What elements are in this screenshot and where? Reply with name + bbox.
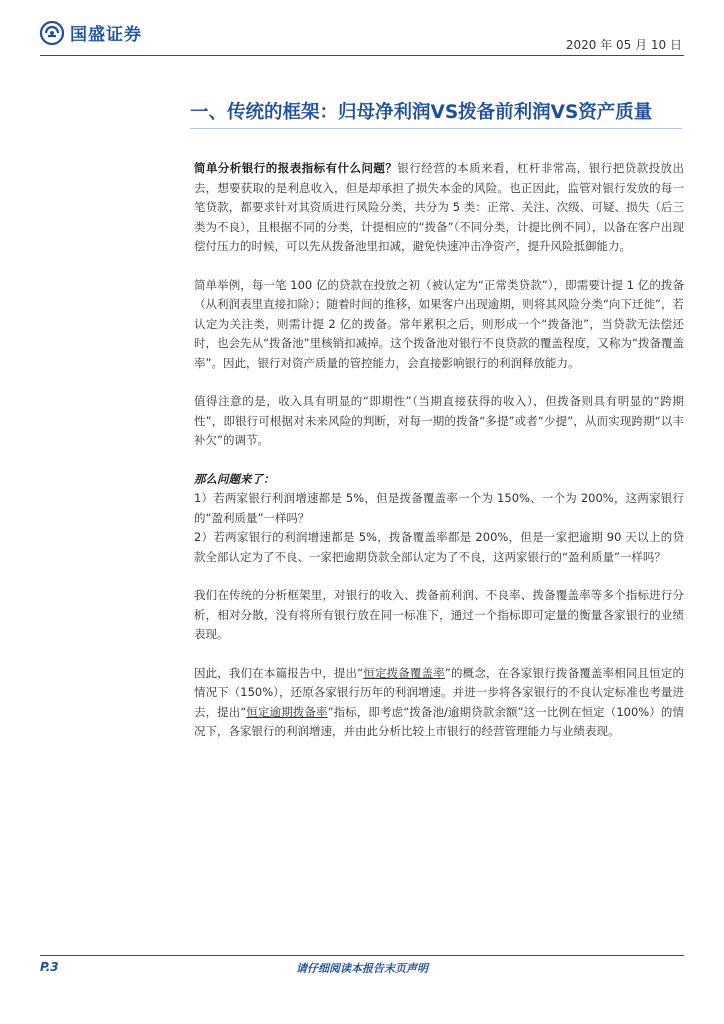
report-date: 2020 年 05 月 10 日 [565,38,682,52]
paragraph-1-lead: 简单分析银行的报表指标有什么问题？ [194,161,398,175]
paragraph-2: 简单举例，每一笔 100 亿的贷款在投放之初（被认定为“正常类贷款”），即需要计提 1 亿的拨备（从利润表里直接扣除）；随着时间的推移，如果客户出现逾期，则将其风险分类“向下迁徙”，若认定为关注类，则需计提 2 亿的拨备。常年累积之后，则形成一个“拨备池”，当贷款无法偿还时，也会先从“拨备池”里核销扣减掉。这个拨备池对银行不良贷款的覆盖程度，又称为“拨备覆盖率”。因此，银行对资产质量的管控能力，会直接影响银行的利润释放能力。 [194,277,684,370]
paragraph-1 [194,159,684,257]
page-header [0,0,724,58]
page-number: P.3 [40,960,59,974]
main-content [194,159,684,761]
term-constant-coverage: 恒定拨备覆盖率 [363,665,445,680]
section-title: 一、传统的框架：归母净利润VS拨备前利润VS资产质量 [190,102,653,123]
paragraph-5-part-c: ”指标，即考虑“拨备池/逾期贷款余额”这一比例在恒定（100%）的情况下，各家银行的利润增速，并由此分析比较上市银行的经营管理能力与业绩表现。 [194,704,685,738]
header-divider [40,55,684,56]
guosheng-logo-icon [40,21,64,45]
paragraph-3: 值得注意的是，收入具有明显的“即期性”（当期直接获得的收入），但拨备则具有明显的“跨期性”，即银行可根据对未来风险的判断，对每一期的拨备“多提”或者“少提”，从而实现跨期“以丰补欠”的调节。 [194,394,684,447]
paragraph-5-part-b: ”的概念，在各家银行拨备覆盖率相同且恒定的情况下（150%），还原各家银行历年的利润增速。并进一步将各家银行的不良认定标准也考量进去，提出“ [194,665,684,719]
footer-disclaimer: 请仔细阅读本报告末页声明 [296,962,428,975]
question-2: 2）若两家银行的利润增速都是 5%，拨备覆盖率都是 200%，但是一家把逾期 90 天以上的贷款全部认定为了不良、一家把逾期贷款全部认定为了不良，这两家银行的“盈利质量”一样吗？ [194,530,684,564]
brand-name: 国盛证券 [70,25,142,45]
question-heading: 那么问题来了： [194,471,275,486]
brand-logo [40,20,142,45]
paragraph-5-part-a: 因此，我们在本篇报告中，提出“ [194,665,364,680]
paragraph-1-body: 银行经营的本质来看，杠杆非常高，银行把贷款投放出去，想要获取的是利息收入，但是却承担了损失本金的风险。也正因此，监管对银行发放的每一笔贷款，都要求针对其资质进行风险分类，共分为 5 类：正常、关注、次级、可疑、损失（后三类为不良），且根据不同的分类，计提相应的“拨备”（不同分类，计提比例不同），以备在客户出现偿付压力的时候，可以先从拨备池里扣减，避免快速冲击净资产，提升风险抵御能力。 [194,161,685,253]
question-1: 1）若两家银行利润增速都是 5%，但是拨备覆盖率一个为 150%、一个为 200%，这两家银行的“盈利质量”一样吗？ [194,491,684,525]
paragraph-4: 我们在传统的分析框架里，对银行的收入、拨备前利润、不良率、拨备覆盖率等多个指标进行分析，相对分散，没有将所有银行放在同一标准下，通过一个指标即可定量的衡量各家银行的业绩表现。 [194,588,684,641]
term-constant-overdue-ratio: 恒定逾期拨备率 [246,704,328,719]
question-list [194,470,684,568]
paragraph-5 [194,664,684,742]
footer-divider [40,955,684,956]
section-title-underline [190,128,682,129]
